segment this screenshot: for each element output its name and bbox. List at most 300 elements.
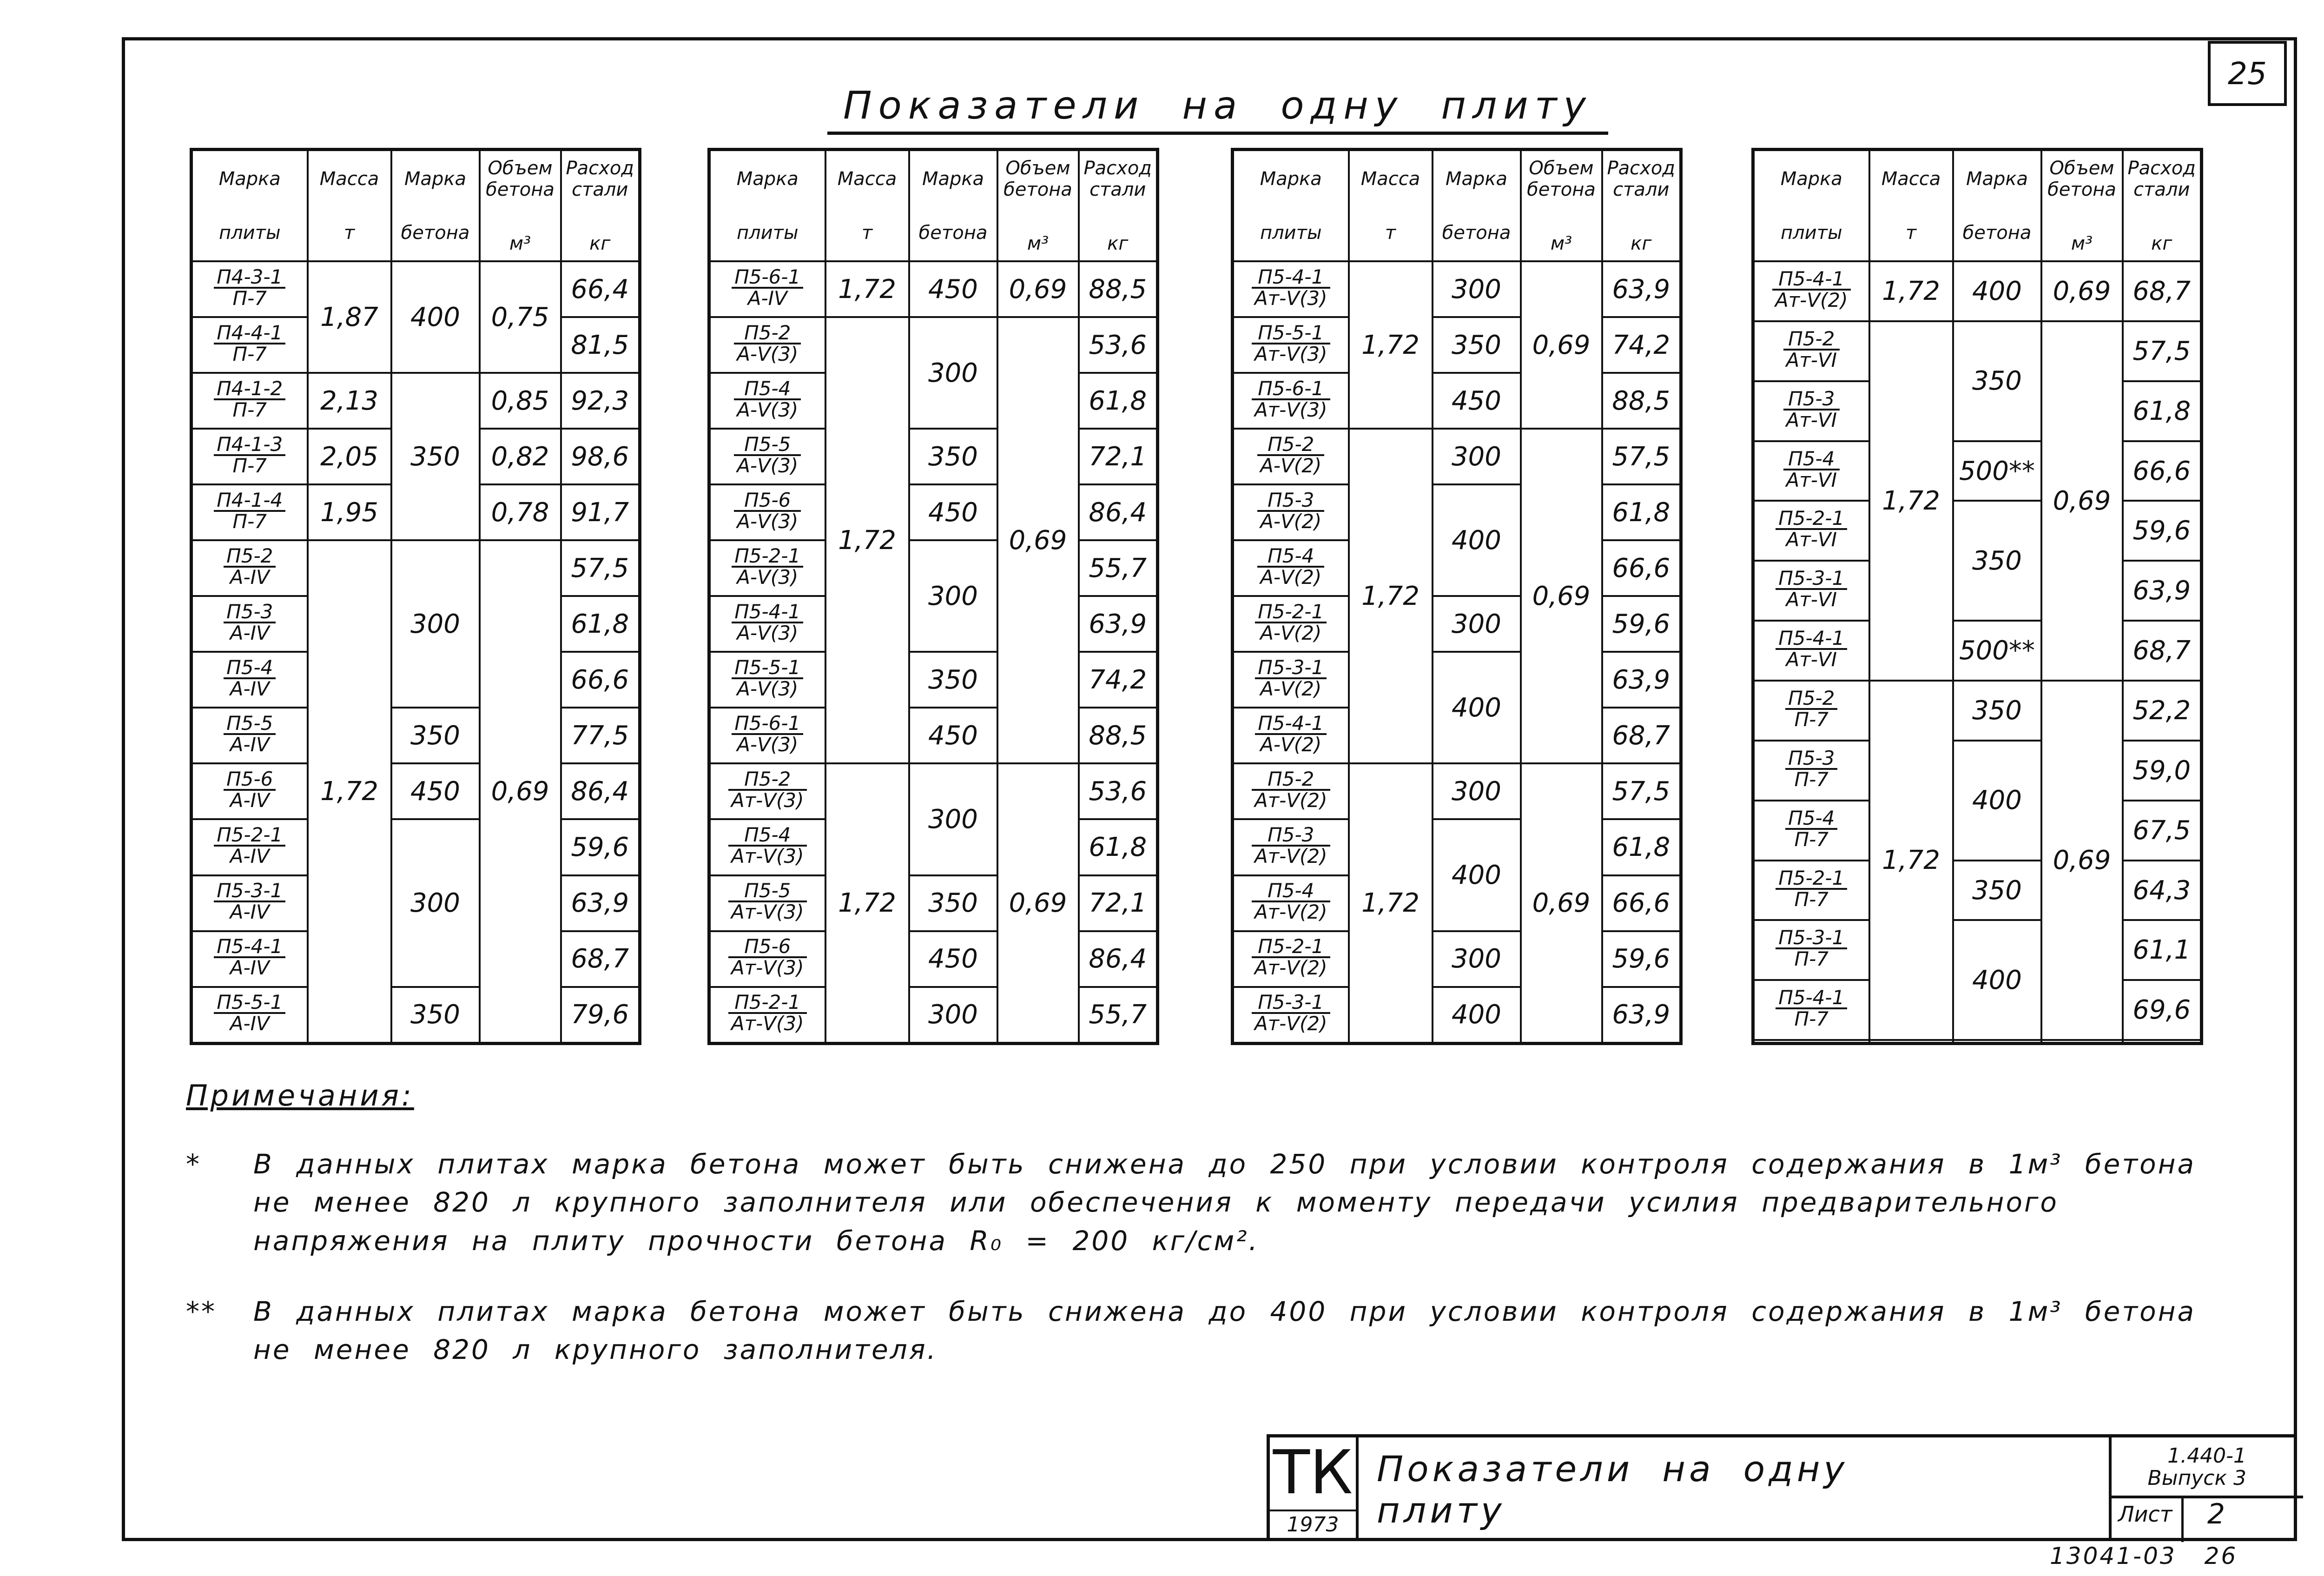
steel-cell: 86,4 xyxy=(1079,931,1158,987)
slab-mark-fraction xyxy=(1257,546,1324,587)
slab-mark-bottom: А-V(2) xyxy=(1260,565,1322,589)
slab-mark-bottom: А-V(2) xyxy=(1260,621,1322,644)
table-row xyxy=(1753,621,2202,681)
slab-mark-bottom: П-7 xyxy=(1794,708,1829,731)
slab-mark-top: П5-3-1 xyxy=(1255,658,1327,679)
slab-mark-bottom: А-IV xyxy=(230,788,270,812)
indicator-table xyxy=(707,148,1159,1045)
concrete-cell: 400 xyxy=(1953,741,2041,861)
steel-cell: 55,7 xyxy=(1079,987,1158,1044)
slab-mark-bottom: Ат-V(3) xyxy=(1254,342,1327,365)
slab-mark-top: П5-6-1 xyxy=(1252,379,1330,400)
slab-mark-bottom: П-7 xyxy=(1794,1007,1829,1031)
header-mass-label: Масса xyxy=(1881,168,1941,190)
steel-cell: 53,6 xyxy=(1079,317,1158,373)
header-concrete xyxy=(1953,150,2041,262)
header-mark xyxy=(709,150,825,262)
steel-cell: 61,8 xyxy=(1079,819,1158,875)
slab-mark-bottom: А-V(3) xyxy=(737,454,799,477)
table-row xyxy=(1233,261,1681,317)
header-mass-label: Масса xyxy=(837,168,897,190)
table-row xyxy=(1753,861,2202,920)
slab-mark-bottom: А-V(3) xyxy=(737,733,799,756)
slab-mark-fraction xyxy=(1783,449,1840,490)
slab-mark-bottom: П-7 xyxy=(232,398,267,421)
slab-mark xyxy=(1753,441,1869,501)
slab-mark-top: П5-2 xyxy=(734,323,801,344)
steel-cell xyxy=(2123,1040,2202,1043)
slab-mark-bottom: А-V(3) xyxy=(737,565,799,589)
note-text: В данных плитах марка бетона может быть снижена до 400 при условии контроля содержания в 1м³ бетона не менее 820 л крупного заполнителя. xyxy=(253,1296,2196,1366)
table-row xyxy=(191,708,640,763)
slab-mark-top: П5-5-1 xyxy=(732,658,803,679)
header-volume xyxy=(480,150,561,262)
slab-mark-fraction xyxy=(1255,602,1327,643)
slab-mark-fraction xyxy=(1776,928,1847,969)
slab-mark-bottom: Ат-V(3) xyxy=(731,844,804,867)
slab-mark-top: П5-6 xyxy=(224,769,276,791)
slab-mark xyxy=(1753,681,1869,741)
slab-mark-bottom: Ат-VI xyxy=(1786,588,1837,611)
steel-cell: 63,9 xyxy=(1602,261,1681,317)
slab-mark xyxy=(1233,987,1349,1044)
slab-mark xyxy=(191,540,308,596)
slab-mark xyxy=(1753,501,1869,561)
table-row xyxy=(709,261,1158,317)
table-row xyxy=(1753,261,2202,321)
table-row xyxy=(1233,317,1681,373)
slab-mark-top: П5-2 xyxy=(728,769,807,791)
slab-mark-fraction xyxy=(728,993,807,1033)
slab-mark-bottom: А-V(3) xyxy=(737,342,799,365)
slab-mark-fraction xyxy=(734,379,801,420)
slab-mark-fraction xyxy=(1257,490,1324,531)
table-row xyxy=(709,987,1158,1044)
slab-mark-bottom: Ат-VI xyxy=(1786,528,1837,551)
mass-cell: 1,72 xyxy=(308,540,391,1043)
volume-cell: 0,69 xyxy=(1521,429,1602,763)
concrete-cell: 300 xyxy=(391,819,480,987)
note-item xyxy=(186,1292,2240,1369)
header-concrete-unit: бетона xyxy=(1962,222,2032,244)
header-volume-unit: м³ xyxy=(509,232,531,254)
table-row xyxy=(1753,1040,2202,1043)
note-text: В данных плитах марка бетона может быть снижена до 250 при условии контроля содержания в 1м³ бетона не менее 820 л крупного заполнителя или обеспечения к моменту передачи усилия предварительного напряжения на плиту прочности бетона R₀ = 200 кг/см². xyxy=(253,1148,2196,1257)
concrete-cell: 400 xyxy=(1433,819,1521,931)
volume-cell: 0,69 xyxy=(1521,763,1602,1043)
slab-mark-fraction xyxy=(1257,432,1324,477)
slab-mark-bottom: А-IV xyxy=(230,621,270,644)
slab-mark-top: П5-3-1 xyxy=(1776,569,1847,590)
volume-cell: 0,69 xyxy=(997,261,1079,317)
slab-mark-bottom: П-7 xyxy=(1794,828,1829,851)
sheet-number: 2 xyxy=(2207,1498,2225,1530)
slab-mark-top: П5-5 xyxy=(224,714,276,735)
slab-mark-bottom: А-V(3) xyxy=(737,398,799,421)
concrete-cell: 450 xyxy=(1433,373,1521,429)
slab-mark-bottom: А-IV xyxy=(230,1012,270,1035)
slab-mark xyxy=(1753,1040,1869,1043)
title-block-year: 1973 xyxy=(1287,1513,1339,1536)
slab-mark-top: П5-2-1 xyxy=(214,825,285,847)
header-steel-label: Расход стали xyxy=(1083,157,1152,200)
slab-mark-top: П5-2-1 xyxy=(1255,602,1327,623)
slab-mark-bottom: А-V(2) xyxy=(1260,677,1322,700)
slab-mark xyxy=(1233,317,1349,373)
slab-mark-bottom: П-7 xyxy=(1794,887,1829,911)
header-concrete-label: Марка xyxy=(922,168,984,190)
slab-mark xyxy=(1753,381,1869,441)
header-steel-unit: кг xyxy=(589,232,611,254)
slab-mark-top: П5-2 xyxy=(1783,329,1840,351)
slab-mark xyxy=(191,763,308,819)
header-concrete-unit: бетона xyxy=(1442,222,1511,244)
mass-cell: 1,72 xyxy=(1869,681,1953,1040)
header-mass xyxy=(1869,150,1953,262)
slab-mark-top: П5-4-1 xyxy=(214,937,285,958)
header-steel xyxy=(1079,150,1158,262)
slab-mark xyxy=(1753,980,1869,1040)
steel-cell: 57,5 xyxy=(1602,429,1681,484)
concrete-cell: 450 xyxy=(391,763,480,819)
steel-cell: 68,7 xyxy=(1602,708,1681,763)
table-row xyxy=(709,763,1158,819)
slab-mark-bottom: А-IV xyxy=(230,677,270,700)
steel-cell: 57,5 xyxy=(561,540,640,596)
steel-cell: 59,0 xyxy=(2123,741,2202,801)
slab-mark-fraction xyxy=(1252,267,1330,308)
slab-mark-fraction xyxy=(214,937,285,978)
slab-mark xyxy=(1233,708,1349,763)
table-row xyxy=(709,317,1158,373)
slab-mark-fraction xyxy=(224,546,276,587)
slab-mark xyxy=(1233,596,1349,652)
header-steel-unit: кг xyxy=(2151,232,2172,254)
table-row xyxy=(1233,931,1681,987)
slab-mark-bottom: А-V(2) xyxy=(1260,510,1322,533)
page-number: 25 xyxy=(2208,41,2287,106)
concrete-cell: 300 xyxy=(1433,261,1521,317)
concrete-cell: 400 xyxy=(1953,261,2041,321)
steel-cell: 66,6 xyxy=(1602,540,1681,596)
slab-mark-bottom: А-V(2) xyxy=(1260,733,1322,756)
slab-mark-bottom: Ат-V(3) xyxy=(1254,286,1327,310)
archive-number xyxy=(2050,1543,2238,1569)
steel-cell: 55,7 xyxy=(1079,540,1158,596)
doc-issue: Выпуск 3 xyxy=(2147,1466,2246,1490)
concrete-cell: 350 xyxy=(1433,317,1521,373)
slab-mark-top: П5-5 xyxy=(728,881,807,902)
steel-cell: 59,6 xyxy=(1602,596,1681,652)
mass-cell: 2,05 xyxy=(308,429,391,484)
slab-mark-bottom: П-7 xyxy=(232,342,267,365)
table-row xyxy=(1233,429,1681,484)
slab-mark-bottom: А-IV xyxy=(747,286,787,310)
slab-mark-top: П5-2 xyxy=(1257,435,1324,456)
note-marker: * xyxy=(186,1148,201,1180)
slab-mark-fraction xyxy=(1255,658,1327,699)
slab-mark-fraction xyxy=(224,658,276,699)
slab-mark-top: П5-3-1 xyxy=(1252,993,1330,1014)
concrete-cell: 350 xyxy=(1953,861,2041,920)
volume-cell: 0,78 xyxy=(480,484,561,540)
slab-mark-fraction xyxy=(214,993,285,1033)
steel-cell: 57,5 xyxy=(1602,763,1681,819)
slab-mark-fraction xyxy=(1776,988,1847,1029)
steel-cell: 66,6 xyxy=(2123,441,2202,501)
slab-mark xyxy=(191,596,308,652)
table-row xyxy=(1233,987,1681,1044)
slab-mark-top: П5-2-1 xyxy=(1776,868,1847,890)
volume-cell: 0,69 xyxy=(997,317,1079,763)
table-row xyxy=(191,819,640,875)
steel-cell: 63,9 xyxy=(2123,561,2202,621)
table-row xyxy=(191,763,640,819)
table-row xyxy=(1233,596,1681,652)
slab-mark-top: П5-4-1 xyxy=(732,602,803,623)
slab-mark-bottom: П-7 xyxy=(232,454,267,477)
slab-mark xyxy=(1753,261,1869,321)
volume-cell: 0,69 xyxy=(2041,681,2123,1040)
steel-cell: 66,6 xyxy=(1602,875,1681,931)
slab-mark xyxy=(1233,261,1349,317)
slab-mark-fraction xyxy=(214,432,285,477)
slab-mark xyxy=(1753,920,1869,980)
header-mark-label: Марка xyxy=(1780,168,1842,190)
concrete-cell: 300 xyxy=(1433,429,1521,484)
slab-mark-fraction xyxy=(1255,711,1327,756)
slab-mark-top: П5-2-1 xyxy=(1776,509,1847,530)
concrete-cell: 350 xyxy=(909,429,997,484)
header-concrete-label: Марка xyxy=(1966,168,2028,190)
header-mark-unit: плиты xyxy=(1780,222,1842,244)
table-row xyxy=(191,373,640,429)
concrete-cell: 400 xyxy=(1433,484,1521,596)
slab-mark-bottom: Ат-V(2) xyxy=(1254,901,1327,924)
slab-mark-fraction xyxy=(728,825,807,866)
title-block-doc xyxy=(2112,1437,2246,1501)
mass-cell: 1,87 xyxy=(308,261,391,373)
volume-cell: 0,69 xyxy=(1521,261,1602,429)
header-concrete xyxy=(909,150,997,262)
slab-mark-bottom: Ат-V(3) xyxy=(1254,398,1327,421)
concrete-cell: 400 xyxy=(1433,652,1521,763)
steel-cell: 77,5 xyxy=(561,708,640,763)
slab-mark-fraction xyxy=(728,881,807,922)
header-steel-unit: кг xyxy=(1631,232,1652,254)
concrete-cell: 350 xyxy=(391,987,480,1044)
slab-mark-fraction xyxy=(1785,748,1837,789)
header-steel-label: Расход стали xyxy=(1607,157,1675,200)
mass-cell: 2,13 xyxy=(308,373,391,429)
slab-mark-fraction xyxy=(1252,993,1330,1033)
slab-mark-bottom: Ат-V(3) xyxy=(731,901,804,924)
volume-cell: 0,69 xyxy=(2041,321,2123,681)
slab-mark-top: П5-3-1 xyxy=(214,881,285,902)
slab-mark xyxy=(191,987,308,1044)
title-block xyxy=(1267,1434,2297,1541)
table-row xyxy=(1753,920,2202,980)
steel-cell: 63,9 xyxy=(1602,652,1681,708)
slab-mark-top: П5-3 xyxy=(1252,825,1330,847)
header-mass xyxy=(1349,150,1433,262)
slab-mark-top: П5-3 xyxy=(1783,389,1840,411)
slab-mark-bottom: А-IV xyxy=(230,844,270,867)
concrete-cell: 450 xyxy=(909,931,997,987)
slab-mark-top: П5-6-1 xyxy=(732,714,803,735)
slab-mark xyxy=(709,373,825,429)
steel-cell: 66,6 xyxy=(561,652,640,708)
volume-cell: 0,82 xyxy=(480,429,561,484)
slab-mark-top: П5-4-1 xyxy=(1255,714,1327,735)
concrete-cell: 400 xyxy=(1433,987,1521,1044)
slab-mark-top: П5-3-1 xyxy=(1776,928,1847,949)
concrete-cell: 350 xyxy=(391,373,480,540)
slab-mark-bottom: А-V(2) xyxy=(1260,454,1322,477)
slab-mark-top: П5-2-1 xyxy=(1252,937,1330,958)
slab-mark xyxy=(709,540,825,596)
slab-mark-fraction xyxy=(214,881,285,922)
concrete-cell: 500** xyxy=(1953,621,2041,681)
notes-heading: Примечания: xyxy=(186,1079,414,1112)
mass-cell: 1,95 xyxy=(308,484,391,540)
concrete-cell: 300 xyxy=(909,317,997,429)
steel-cell: 88,5 xyxy=(1602,373,1681,429)
steel-cell: 88,5 xyxy=(1079,261,1158,317)
slab-mark xyxy=(709,819,825,875)
slab-mark-bottom: А-V(3) xyxy=(737,621,799,644)
slab-mark-bottom: А-IV xyxy=(230,901,270,924)
header-steel xyxy=(2123,150,2202,262)
header-mark xyxy=(1233,150,1349,262)
slab-mark xyxy=(709,931,825,987)
concrete-cell: 300 xyxy=(909,540,997,652)
title-block-right xyxy=(2109,1437,2303,1541)
slab-mark-top: П5-4 xyxy=(728,825,807,847)
slab-mark-top: П5-2-1 xyxy=(732,546,803,568)
volume-cell: 0,75 xyxy=(480,261,561,373)
slab-mark xyxy=(1753,561,1869,621)
steel-cell: 72,1 xyxy=(1079,875,1158,931)
slab-mark xyxy=(1233,373,1349,429)
slab-mark-bottom: А-V(3) xyxy=(737,510,799,533)
slab-mark xyxy=(709,763,825,819)
header-concrete xyxy=(1433,150,1521,262)
slab-mark-fraction xyxy=(734,432,801,477)
header-volume xyxy=(2041,150,2123,262)
steel-cell: 63,9 xyxy=(561,875,640,931)
slab-mark-fraction xyxy=(214,323,285,364)
slab-mark-top: П5-4-1 xyxy=(1772,269,1851,291)
slab-mark-top: П5-5-1 xyxy=(1252,323,1330,344)
steel-cell: 53,6 xyxy=(1079,763,1158,819)
divider xyxy=(1270,1510,1356,1511)
slab-mark-fraction xyxy=(728,937,807,978)
slab-mark xyxy=(709,987,825,1044)
slab-mark xyxy=(1233,540,1349,596)
steel-cell: 79,6 xyxy=(561,987,640,1044)
steel-cell: 63,9 xyxy=(1079,596,1158,652)
mass-cell: 1,72 xyxy=(825,261,909,317)
header-volume-unit: м³ xyxy=(1027,232,1049,254)
concrete-cell xyxy=(1953,1040,2041,1043)
table-row xyxy=(709,429,1158,484)
slab-mark-fraction xyxy=(224,769,276,810)
steel-cell: 66,4 xyxy=(561,261,640,317)
slab-mark-fraction xyxy=(1252,881,1330,922)
title-block-code-cell xyxy=(1270,1437,1359,1541)
steel-cell: 61,8 xyxy=(561,596,640,652)
slab-mark-bottom: Ат-V(3) xyxy=(731,1012,804,1035)
table-row xyxy=(1233,763,1681,819)
slab-mark-bottom: Ат-V(3) xyxy=(731,788,804,812)
header-volume xyxy=(997,150,1079,262)
steel-cell: 59,6 xyxy=(2123,501,2202,561)
slab-mark-fraction xyxy=(1776,868,1847,909)
steel-cell: 74,2 xyxy=(1079,652,1158,708)
slab-mark-bottom: Ат-V(2) xyxy=(1775,288,1848,311)
slab-mark-fraction xyxy=(734,323,801,364)
title-block-code: ТК xyxy=(1273,1437,1353,1508)
concrete-cell: 450 xyxy=(909,261,997,317)
slab-mark-bottom: Ат-VI xyxy=(1786,468,1837,491)
slab-mark-bottom: П-7 xyxy=(232,510,267,533)
slab-mark xyxy=(1233,652,1349,708)
steel-cell: 69,6 xyxy=(2123,980,2202,1040)
slab-mark-bottom: А-IV xyxy=(230,565,270,589)
header-mark-label: Марка xyxy=(1260,168,1322,190)
header-volume-label: Объем бетона xyxy=(1527,157,1596,200)
concrete-cell: 350 xyxy=(909,875,997,931)
slab-mark-fraction xyxy=(1776,629,1847,669)
notes-section xyxy=(186,1079,2240,1369)
slab-mark-top: П5-4-1 xyxy=(1252,267,1330,289)
slab-mark-fraction xyxy=(1772,269,1851,310)
header-mass-unit: т xyxy=(1385,222,1396,244)
slab-mark-fraction xyxy=(224,711,276,756)
note-item xyxy=(186,1145,2240,1260)
slab-mark-top: П5-4 xyxy=(1257,546,1324,568)
steel-cell: 81,5 xyxy=(561,317,640,373)
page-title: Показатели на одну плиту xyxy=(827,84,1608,135)
concrete-cell: 300 xyxy=(1433,763,1521,819)
slab-mark xyxy=(191,875,308,931)
slab-mark-bottom: П-7 xyxy=(1794,947,1829,971)
title-block-title: Показатели на одну плиту xyxy=(1377,1448,1849,1531)
header-volume-label: Объем бетона xyxy=(2047,157,2116,200)
table-row xyxy=(1753,681,2202,741)
steel-cell: 63,9 xyxy=(1602,987,1681,1044)
header-volume-unit: м³ xyxy=(2071,232,2093,254)
slab-mark-top: П5-4 xyxy=(1785,808,1837,830)
steel-cell: 61,8 xyxy=(2123,381,2202,441)
header-mark-unit: плиты xyxy=(218,222,281,244)
table-row xyxy=(1753,501,2202,561)
volume-cell: 0,69 xyxy=(480,540,561,1043)
steel-cell: 86,4 xyxy=(1079,484,1158,540)
steel-cell: 88,5 xyxy=(1079,708,1158,763)
doc-number: 1.440-1 xyxy=(2167,1444,2246,1468)
header-concrete-unit: бетона xyxy=(918,222,988,244)
slab-mark xyxy=(1753,801,1869,861)
slab-mark-bottom: А-IV xyxy=(230,733,270,756)
slab-mark-top: П5-3 xyxy=(224,602,276,623)
header-mass-unit: т xyxy=(343,222,355,244)
concrete-cell: 400 xyxy=(391,261,480,373)
slab-mark-fraction xyxy=(1252,323,1330,364)
slab-mark-top: П5-6 xyxy=(728,937,807,958)
table-row xyxy=(191,261,640,317)
